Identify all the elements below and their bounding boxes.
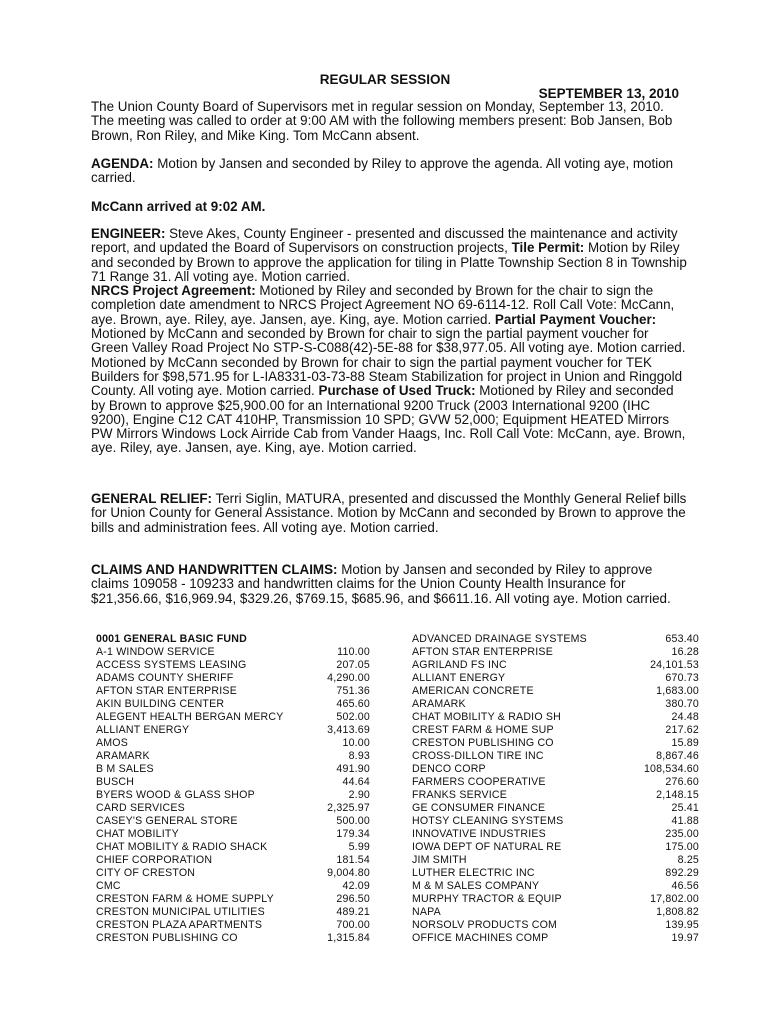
- claim-vendor: BYERS WOOD & GLASS SHOP: [96, 789, 255, 801]
- claim-row: [412, 841, 699, 854]
- engineer-text-3: Motioned by Riley and seconded by Brown for the chair to sign the completion date amendment to NRCS Project Agreement NO 69-6114-12. Roll Call Vote: McCann, aye. Brown, aye. Riley, aye. Jansen, aye. King, aye. Motion carried.: [91, 283, 675, 327]
- claim-row: [412, 763, 699, 776]
- claim-vendor: CRESTON PUBLISHING CO: [412, 737, 554, 749]
- claim-amount: 8,867.46: [656, 750, 699, 762]
- claim-vendor: OFFICE MACHINES COMP: [412, 932, 549, 944]
- claims-text: Motion by Jansen and seconded by Riley to approve claims 109058 - 109233 and handwritten claims for the Union County Health Insurance for $21,356.66, $16,969.94, $329.26, $769.15, $685.96, and $6611.16. All voting aye. Motion carried.: [91, 562, 671, 606]
- claim-row: [412, 672, 699, 685]
- claim-vendor: ADAMS COUNTY SHERIFF: [96, 672, 234, 684]
- claim-row: [96, 906, 370, 919]
- claim-amount: 502.00: [336, 711, 370, 723]
- claim-row: [96, 737, 370, 750]
- claim-row: [96, 880, 370, 893]
- claim-vendor: CHAT MOBILITY & RADIO SH: [412, 711, 562, 723]
- agenda-text: Motion by Jansen and seconded by Riley to approve the agenda. All voting aye, motion carried.: [91, 156, 674, 186]
- claim-amount: 2,148.15: [656, 789, 699, 801]
- claim-vendor: A-1 WINDOW SERVICE: [96, 646, 215, 658]
- claim-amount: 2,325.97: [327, 802, 370, 814]
- claim-amount: 16.28: [671, 646, 699, 658]
- claim-vendor: M & M SALES COMPANY: [412, 880, 540, 892]
- claim-amount: 8.25: [677, 854, 699, 866]
- claim-row: [96, 893, 370, 906]
- claim-amount: 489.21: [336, 906, 370, 918]
- claim-amount: 751.36: [336, 685, 370, 697]
- claim-row: [412, 737, 699, 750]
- claim-row: [412, 854, 699, 867]
- claim-vendor: HOTSY CLEANING SYSTEMS: [412, 815, 564, 827]
- claim-vendor: FRANKS SERVICE: [412, 789, 508, 801]
- mccann-arrival: [91, 200, 689, 214]
- claim-row: [412, 789, 699, 802]
- claim-row: [412, 776, 699, 789]
- claim-vendor: CHIEF CORPORATION: [96, 854, 213, 866]
- claim-vendor: AMERICAN CONCRETE: [412, 685, 534, 697]
- claims-column-right: [412, 633, 699, 945]
- claim-row: [412, 750, 699, 763]
- tile-permit-label: Tile Permit:: [511, 240, 585, 256]
- claim-amount: 5.99: [348, 841, 370, 853]
- claim-row: [412, 633, 699, 646]
- claim-amount: 181.54: [336, 854, 370, 866]
- claim-amount: 700.00: [336, 919, 370, 931]
- claim-row: [96, 932, 370, 945]
- claim-row: [96, 841, 370, 854]
- claim-vendor: ADVANCED DRAINAGE SYSTEMS: [412, 633, 587, 645]
- intro-text: The Union County Board of Supervisors met in regular session on Monday, September 13, 2010. The meeting was called to order at 9:00 AM with the following members present: Bob Jansen, Bob Brown, Ron Riley, and Mike King. Tom McCann absent.: [91, 99, 673, 143]
- claim-amount: 46.56: [671, 880, 699, 892]
- claim-row: [96, 815, 370, 828]
- claim-row: [412, 698, 699, 711]
- claim-amount: 380.70: [665, 698, 699, 710]
- claim-row: [412, 815, 699, 828]
- claim-amount: 491.90: [336, 763, 370, 775]
- claim-vendor: CARD SERVICES: [96, 802, 185, 814]
- claim-vendor: INNOVATIVE INDUSTRIES: [412, 828, 546, 840]
- claim-amount: 25.41: [671, 802, 699, 814]
- agenda-label: AGENDA:: [91, 156, 154, 171]
- claim-vendor: CITY OF CRESTON: [96, 867, 196, 879]
- claim-row: [96, 763, 370, 776]
- claim-amount: 19.97: [671, 932, 699, 944]
- claim-row: [96, 919, 370, 932]
- general-relief-text: Terri Siglin, MATURA, presented and discussed the Monthly General Relief bills for Union County for General Assistance. Motion by McCann and seconded by Brown to approve the bills and administration fees. All voting aye. Motion carried.: [91, 491, 687, 535]
- claim-row: [412, 932, 699, 945]
- mccann-arrival-text: McCann arrived at 9:02 AM.: [91, 199, 266, 214]
- nrcs-label: NRCS Project Agreement:: [91, 283, 256, 299]
- partial-payment-label: Partial Payment Voucher:: [494, 311, 657, 327]
- claim-vendor: ARAMARK: [412, 698, 466, 710]
- claim-vendor: CRESTON FARM & HOME SUPPLY: [96, 893, 274, 905]
- fund-header: [96, 633, 370, 646]
- engineer-text-4: Motioned by McCann and seconded by Brown for chair to sign the partial payment voucher for Green Valley Road Project No STP-S-C088(42)-5E-88 for $38,977.05. All voting aye. Motion carried.: [91, 326, 686, 356]
- claim-row: [96, 711, 370, 724]
- claim-row: [96, 646, 370, 659]
- claims-label: CLAIMS AND HANDWRITTEN CLAIMS:: [91, 562, 338, 577]
- claim-row: [96, 802, 370, 815]
- claim-vendor: AFTON STAR ENTERPRISE: [412, 646, 553, 658]
- claim-amount: 1,683.00: [656, 685, 699, 697]
- claim-vendor: 0001 GENERAL BASIC FUND: [96, 633, 247, 645]
- claim-row: [412, 724, 699, 737]
- used-truck-label: Purchase of Used Truck:: [318, 383, 476, 399]
- claim-vendor: NAPA: [412, 906, 441, 918]
- claim-row: [96, 854, 370, 867]
- claim-amount: 500.00: [336, 815, 370, 827]
- claim-row: [412, 685, 699, 698]
- claim-vendor: AKIN BUILDING CENTER: [96, 698, 225, 710]
- claim-vendor: IOWA DEPT OF NATURAL RE: [412, 841, 562, 853]
- claim-row: [412, 893, 699, 906]
- claim-vendor: ARAMARK: [96, 750, 150, 762]
- claim-vendor: CHAT MOBILITY: [96, 828, 179, 840]
- claim-amount: 17,802.00: [650, 893, 699, 905]
- claim-vendor: AMOS: [96, 737, 128, 749]
- claim-amount: 235.00: [665, 828, 699, 840]
- meeting-date: SEPTEMBER 13, 2010: [538, 86, 679, 101]
- claim-vendor: CMC: [96, 880, 121, 892]
- claim-vendor: BUSCH: [96, 776, 135, 788]
- claim-amount: 4,290.00: [327, 672, 370, 684]
- claim-vendor: ALLIANT ENERGY: [412, 672, 506, 684]
- claim-row: [96, 672, 370, 685]
- claim-vendor: CRESTON PUBLISHING CO: [96, 932, 238, 944]
- claim-vendor: ALEGENT HEALTH BERGAN MERCY: [96, 711, 284, 723]
- claim-amount: 207.05: [336, 659, 370, 671]
- engineer-text-5: Motioned by McCann seconded by Brown for chair to sign the partial payment voucher for TEK Builders for $98,571.95 for L-IA8331-03-73-88 Steam Stabilization for project in Union and Ringgold County. All voting aye. Motion carried.: [91, 354, 683, 399]
- engineer-text-1: Steve Akes, County Engineer - presented and discussed the maintenance and activity report, and updated the Board of Supervisors on construction projects,: [91, 226, 678, 256]
- claim-vendor: CROSS-DILLON TIRE INC: [412, 750, 544, 762]
- claim-row: [96, 659, 370, 672]
- claim-amount: 892.29: [665, 867, 699, 879]
- claim-vendor: NORSOLV PRODUCTS COM: [412, 919, 558, 931]
- claim-row: [96, 828, 370, 841]
- claim-vendor: JIM SMITH: [412, 854, 467, 866]
- claim-amount: 2.90: [348, 789, 370, 801]
- general-relief-label: GENERAL RELIEF:: [91, 491, 213, 506]
- claim-amount: 9,004.80: [327, 867, 370, 879]
- intro-paragraph: [91, 100, 689, 143]
- claim-amount: 175.00: [665, 841, 699, 853]
- claim-amount: 296.50: [336, 893, 370, 905]
- claims-column-left: [96, 633, 370, 945]
- engineer-text-6: Motioned by Riley and seconded by Brown to approve $25,900.00 for an International 9200 Truck (2003 International 9200 (IHC 9200), Engine C12 CAT 410HP, Transmission 10 SPD; GVW 52,000; Equipment HEATED Mirrors PW Mirrors Windows Lock Airride Cab from Vander Haags, Inc. Roll Call Vote: McCann, aye. Brown, aye. Riley, aye. Jansen, aye. King, aye. Motion carried.: [91, 383, 686, 456]
- claim-amount: 465.60: [336, 698, 370, 710]
- claim-amount: 8.93: [348, 750, 370, 762]
- claim-amount: 24,101.53: [650, 659, 699, 671]
- claim-row: [412, 867, 699, 880]
- claim-amount: 1,315.84: [327, 932, 370, 944]
- claim-amount: 24.48: [671, 711, 699, 723]
- claim-amount: 139.95: [665, 919, 699, 931]
- claim-vendor: MURPHY TRACTOR & EQUIP: [412, 893, 562, 905]
- claim-row: [96, 776, 370, 789]
- claim-amount: 42.09: [342, 880, 370, 892]
- claim-row: [96, 685, 370, 698]
- claim-amount: 41.88: [671, 815, 699, 827]
- claim-vendor: B M SALES: [96, 763, 154, 775]
- claim-row: [412, 906, 699, 919]
- claim-vendor: LUTHER ELECTRIC INC: [412, 867, 535, 879]
- claim-amount: 217.62: [665, 724, 699, 736]
- claims-paragraph: [91, 563, 689, 606]
- claim-vendor: AFTON STAR ENTERPRISE: [96, 685, 237, 697]
- claim-amount: 44.64: [342, 776, 370, 788]
- agenda-paragraph: [91, 157, 689, 186]
- engineer-label: ENGINEER:: [91, 226, 166, 241]
- engineer-text-2: Motion by Riley and seconded by Brown to approve the application for tiling in Platte Township Section 8 in Township 71 Range 31. All voting aye. Motion carried.: [91, 240, 687, 284]
- claim-amount: 179.34: [336, 828, 370, 840]
- claim-row: [412, 659, 699, 672]
- claim-amount: 670.73: [665, 672, 699, 684]
- claim-vendor: FARMERS COOPERATIVE: [412, 776, 546, 788]
- claim-row: [412, 646, 699, 659]
- claim-vendor: CREST FARM & HOME SUP: [412, 724, 554, 736]
- claim-row: [96, 789, 370, 802]
- claim-vendor: DENCO CORP: [412, 763, 486, 775]
- claim-row: [412, 711, 699, 724]
- general-relief-paragraph: [91, 492, 689, 535]
- engineer-paragraph: [91, 227, 689, 456]
- claim-row: [96, 867, 370, 880]
- claim-vendor: CRESTON PLAZA APARTMENTS: [96, 919, 263, 931]
- claim-amount: 110.00: [337, 646, 370, 658]
- claim-row: [96, 698, 370, 711]
- claim-vendor: CRESTON MUNICIPAL UTILITIES: [96, 906, 265, 918]
- claim-vendor: ACCESS SYSTEMS LEASING: [96, 659, 247, 671]
- claim-row: [412, 828, 699, 841]
- claim-vendor: CASEY'S GENERAL STORE: [96, 815, 238, 827]
- claim-vendor: AGRILAND FS INC: [412, 659, 507, 671]
- claim-vendor: GE CONSUMER FINANCE: [412, 802, 546, 814]
- claim-row: [96, 750, 370, 763]
- claim-amount: 15.89: [671, 737, 699, 749]
- claim-amount: 276.60: [665, 776, 699, 788]
- claim-row: [412, 880, 699, 893]
- claim-amount: 653.40: [665, 633, 699, 645]
- claim-vendor: CHAT MOBILITY & RADIO SHACK: [96, 841, 268, 853]
- claim-amount: 1,808.82: [656, 906, 699, 918]
- document-title: REGULAR SESSION: [319, 72, 451, 87]
- claim-vendor: ALLIANT ENERGY: [96, 724, 190, 736]
- claim-row: [96, 724, 370, 737]
- claim-row: [412, 919, 699, 932]
- claim-amount: 3,413.69: [327, 724, 370, 736]
- claim-row: [412, 802, 699, 815]
- claim-amount: 108,534.60: [643, 763, 699, 775]
- claim-amount: 10.00: [342, 737, 370, 749]
